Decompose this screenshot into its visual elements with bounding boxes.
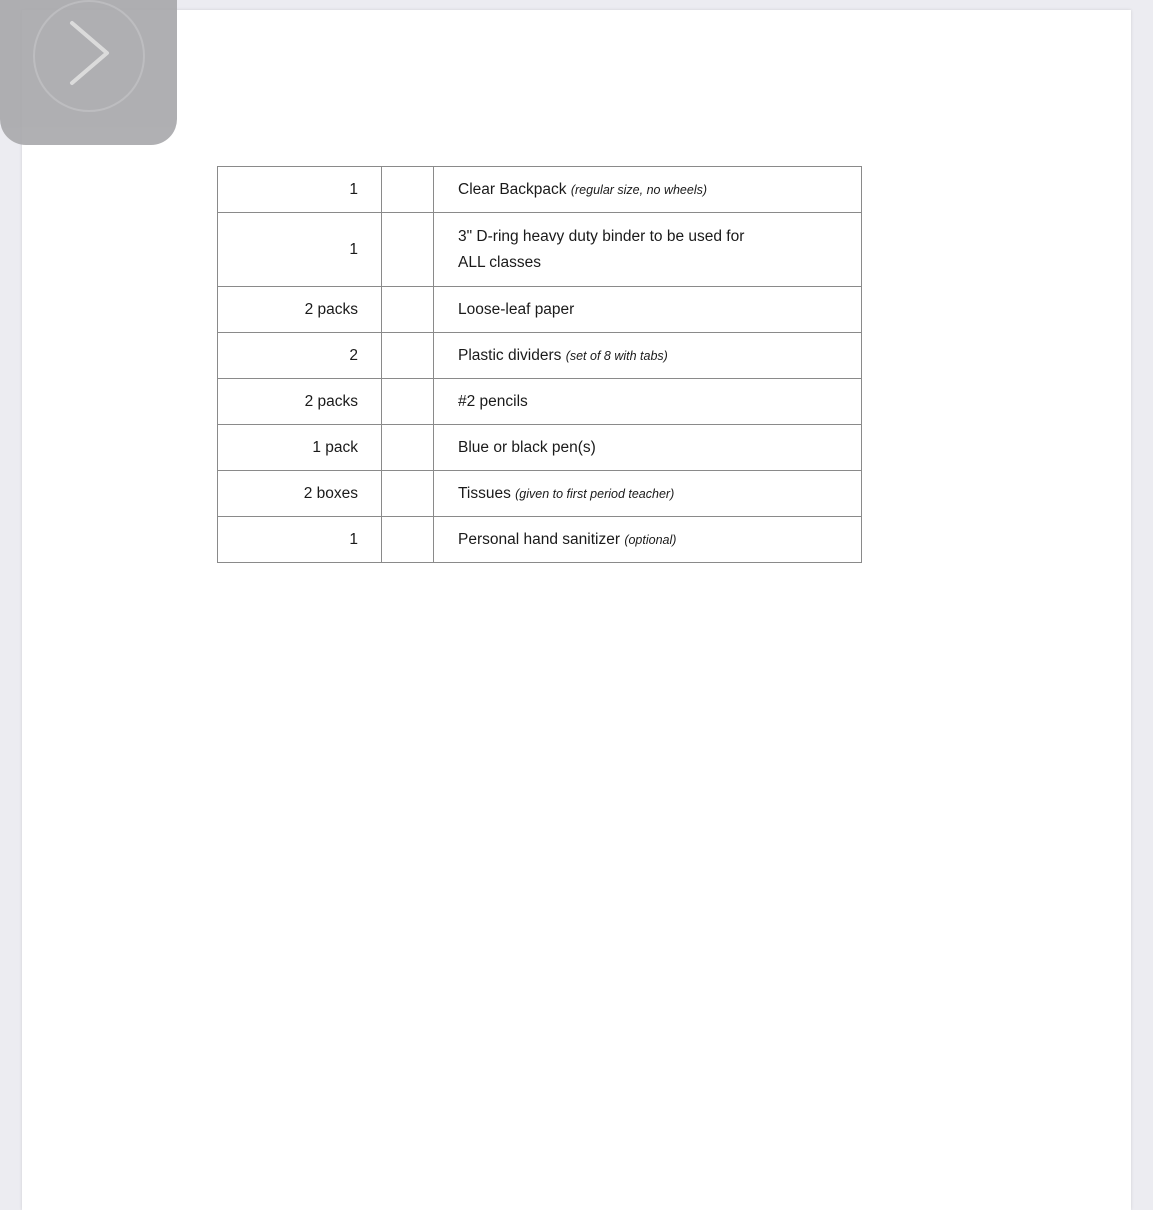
item-cell — [434, 333, 862, 379]
table-row — [218, 471, 862, 517]
item-name: Loose-leaf paper — [458, 300, 575, 318]
item-note: (set of 8 with tabs) — [565, 348, 668, 363]
table-row — [218, 287, 862, 333]
item-name: 3" D-ring heavy duty binder to be used for — [458, 227, 745, 245]
item-cell — [434, 213, 862, 287]
table-row — [218, 213, 862, 287]
item-name-line2: ALL classes — [458, 253, 541, 271]
blank-cell — [382, 517, 434, 563]
quantity-cell: 1 — [218, 167, 382, 213]
quantity-cell: 2 packs — [218, 287, 382, 333]
item-note: (regular size, no wheels) — [570, 182, 708, 197]
item-cell — [434, 517, 862, 563]
item-note: (given to first period teacher) — [515, 486, 675, 501]
item-name: Plastic dividers — [458, 346, 562, 364]
quantity-cell: 1 — [218, 517, 382, 563]
quantity-cell: 2 — [218, 333, 382, 379]
item-name: Tissues — [458, 484, 511, 502]
quantity-cell: 1 pack — [218, 425, 382, 471]
next-page-button[interactable] — [0, 0, 177, 145]
blank-cell — [382, 471, 434, 517]
item-cell — [434, 471, 862, 517]
item-cell — [434, 379, 862, 425]
blank-cell — [382, 287, 434, 333]
table-row — [218, 379, 862, 425]
item-cell — [434, 425, 862, 471]
item-name: Personal hand sanitizer — [458, 530, 620, 548]
chevron-right-icon — [62, 18, 112, 88]
table-row — [218, 517, 862, 563]
blank-cell — [382, 425, 434, 471]
item-name: #2 pencils — [458, 392, 528, 410]
table-row — [218, 425, 862, 471]
blank-cell — [382, 333, 434, 379]
table-row — [218, 333, 862, 379]
blank-cell — [382, 213, 434, 287]
quantity-cell: 1 — [218, 213, 382, 287]
item-name: Clear Backpack — [458, 180, 567, 198]
blank-cell — [382, 167, 434, 213]
item-note: (optional) — [624, 532, 677, 547]
item-name: Blue or black pen(s) — [458, 438, 596, 456]
quantity-cell: 2 packs — [218, 379, 382, 425]
blank-cell — [382, 379, 434, 425]
item-cell — [434, 167, 862, 213]
quantity-cell: 2 boxes — [218, 471, 382, 517]
supply-list-table — [217, 166, 862, 563]
table-row — [218, 167, 862, 213]
item-cell — [434, 287, 862, 333]
